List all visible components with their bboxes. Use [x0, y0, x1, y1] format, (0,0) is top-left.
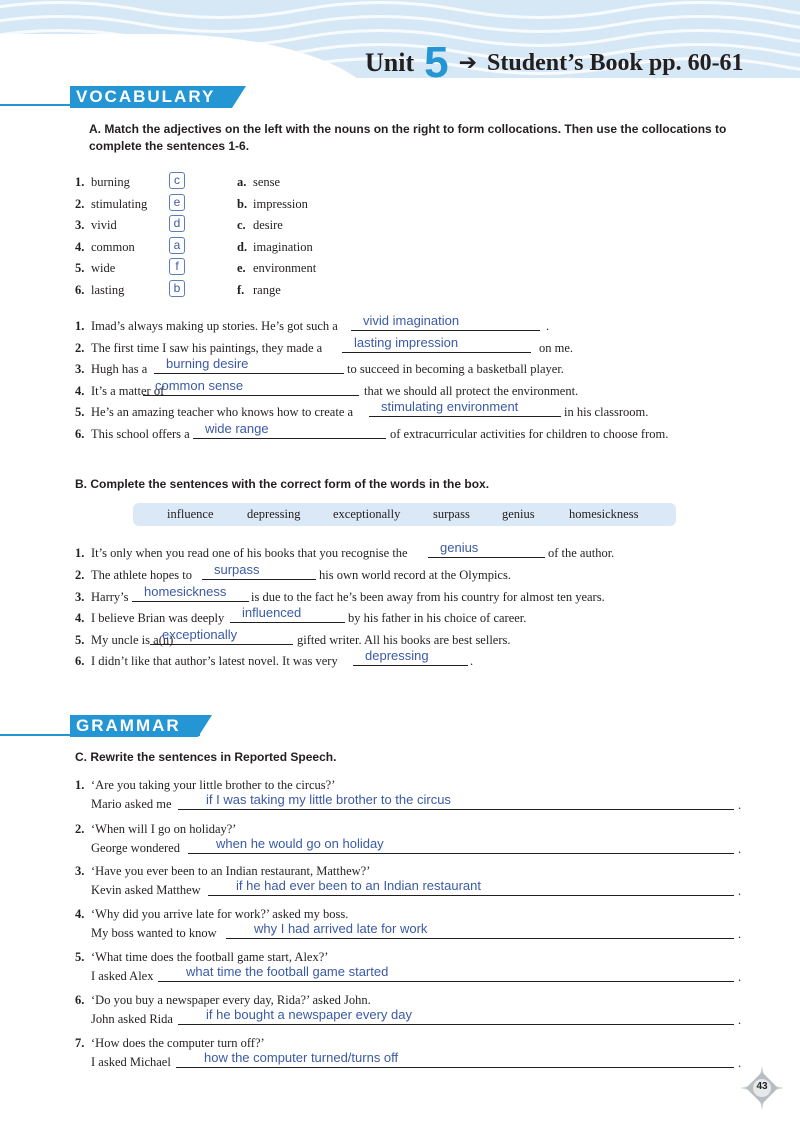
answer-b-line: [202, 579, 316, 580]
match-answer-box: c: [169, 172, 185, 189]
grammar-banner-tail: [198, 715, 212, 737]
noun-letter: e.: [237, 261, 246, 275]
sentence-text: It’s a matter of: [91, 384, 165, 398]
grammar-quote: ‘How does the computer turn off?’: [91, 1036, 265, 1050]
match-answer-box: b: [169, 280, 185, 297]
sentence-text: The first time I saw his paintings, they made a: [91, 341, 323, 355]
answer-b-line: [353, 665, 468, 666]
vocabulary-banner-tail: [232, 86, 246, 108]
sentence-text: He’s an amazing teacher who knows how to create a: [91, 405, 354, 419]
grammar-answer-line: [208, 895, 734, 896]
grammar-lead: I asked Alex: [91, 969, 154, 983]
grammar-lead: Kevin asked Matthew: [91, 883, 201, 897]
match-answer-box: e: [169, 194, 185, 211]
noun-letter: b.: [237, 197, 248, 211]
sentence-text-after: that we should all protect the environment.: [364, 384, 579, 398]
grammar-answer: if he had ever been to an Indian restaurant: [236, 878, 482, 893]
grammar-lead: Mario asked me: [91, 797, 172, 811]
noun-letter: a.: [237, 175, 247, 189]
adjective-word: stimulating: [91, 197, 148, 211]
sentence-b-answer: genius: [440, 540, 479, 555]
grammar-quote: ‘Have you ever been to an Indian restaurant, Matthew?’: [91, 864, 371, 878]
page-number: 43: [756, 1081, 768, 1092]
grammar-quote: ‘When will I go on holiday?’: [91, 822, 237, 836]
sentence-b-text-after: by his father in his choice of career.: [348, 611, 527, 625]
grammar-item-number: 4.: [75, 907, 85, 921]
grammar-answer-line: [158, 981, 734, 982]
grammar-quote: ‘What time does the football game start, Alex?’: [91, 950, 329, 964]
grammar-answer: why I had arrived late for work: [254, 921, 428, 936]
adjective-word: lasting: [91, 283, 125, 297]
sentence-b-number: 4.: [75, 611, 85, 625]
grammar-quote: ‘Are you taking your little brother to the circus?’: [91, 778, 336, 792]
grammar-end: .: [738, 842, 742, 856]
adjective-word: burning: [91, 175, 130, 189]
sentence-b-number: 6.: [75, 654, 85, 668]
sentence-b-text-after: .: [470, 654, 474, 668]
noun-word: imagination: [253, 240, 313, 254]
sentence-b-answer: depressing: [365, 648, 429, 663]
sentence-b-number: 1.: [75, 546, 85, 560]
sentence-text-after: .: [546, 319, 550, 333]
instruction-c: C. Rewrite the sentences in Reported Speech.: [75, 750, 337, 764]
sentence-b-text: My uncle is a(n): [91, 633, 174, 647]
adjective-word: common: [91, 240, 135, 254]
word-box-item: influence: [167, 507, 214, 521]
sentence-number: 3.: [75, 362, 85, 376]
noun-letter: d.: [237, 240, 248, 254]
answer-line: [351, 330, 540, 331]
word-box-item: exceptionally: [333, 507, 401, 521]
word-box-item: homesickness: [569, 507, 639, 521]
sentence-text-after: of extracurricular activities for children to choose from.: [390, 427, 669, 441]
noun-letter: f.: [237, 283, 245, 297]
unit-number: 5: [424, 38, 449, 87]
grammar-item-number: 1.: [75, 778, 85, 792]
grammar-answer: how the computer turned/turns off: [204, 1050, 399, 1065]
unit-word: Unit: [365, 48, 415, 77]
grammar-answer: what time the football game started: [186, 964, 389, 979]
sentence-answer: stimulating environment: [381, 399, 519, 414]
sentence-text: This school offers a: [91, 427, 190, 441]
grammar-quote: ‘Why did you arrive late for work?’ asked my boss.: [91, 907, 349, 921]
answer-line: [342, 352, 531, 353]
word-box-item: depressing: [247, 507, 301, 521]
sentence-answer: burning desire: [166, 356, 249, 371]
grammar-item-number: 6.: [75, 993, 85, 1007]
match-answer-box: a: [169, 237, 185, 254]
grammar-lead: My boss wanted to know: [91, 926, 217, 940]
adjective-word: wide: [91, 261, 116, 275]
grammar-answer-line: [178, 809, 734, 810]
grammar-answer-line: [226, 938, 734, 939]
grammar-item-number: 5.: [75, 950, 85, 964]
adjective-number: 1.: [75, 175, 85, 189]
answer-line: [143, 395, 359, 396]
sentence-b-answer: influenced: [242, 605, 302, 620]
grammar-end: .: [738, 970, 742, 984]
sentence-text-after: to succeed in becoming a basketball player.: [347, 362, 564, 376]
adjective-number: 2.: [75, 197, 85, 211]
answer-line: [193, 438, 386, 439]
sentence-b-number: 5.: [75, 633, 85, 647]
answer-b-line: [428, 557, 545, 558]
adjective-number: 3.: [75, 218, 85, 232]
arrow-icon: ➔: [458, 50, 478, 76]
noun-letter: c.: [237, 218, 246, 232]
sentence-number: 1.: [75, 319, 85, 333]
sentence-answer: lasting impression: [354, 335, 459, 350]
sentence-b-text: The athlete hopes to: [91, 568, 193, 582]
sentence-answer: vivid imagination: [363, 313, 460, 328]
instruction-b: B. Complete the sentences with the correct form of the words in the box.: [75, 477, 490, 491]
grammar-item-number: 2.: [75, 822, 85, 836]
sentence-number: 2.: [75, 341, 85, 355]
sentence-b-answer: surpass: [214, 562, 260, 577]
grammar-end: .: [738, 1056, 742, 1070]
grammar-answer: if I was taking my little brother to the circus: [206, 792, 451, 807]
sentence-b-number: 2.: [75, 568, 85, 582]
sentence-b-text: I believe Brian was deeply: [91, 611, 225, 625]
grammar-heading: GRAMMAR: [76, 716, 181, 735]
sentence-b-text: It’s only when you read one of his books that you recognise the: [91, 546, 408, 560]
word-box-item: genius: [502, 507, 535, 521]
book-reference: Student’s Book pp. 60-61: [487, 49, 744, 76]
grammar-end: .: [738, 798, 742, 812]
answer-line: [154, 373, 344, 374]
grammar-lead: John asked Rida: [91, 1012, 173, 1026]
grammar-lead: I asked Michael: [91, 1055, 171, 1069]
adjective-number: 5.: [75, 261, 85, 275]
sentence-answer: wide range: [205, 421, 269, 436]
noun-word: environment: [253, 261, 317, 275]
instruction-a: A. Match the adjectives on the left with the nouns on the right to form collocations. Then use the collocations to complete the sentences 1-6.: [89, 122, 727, 153]
sentence-number: 4.: [75, 384, 85, 398]
noun-word: sense: [253, 175, 281, 189]
word-box-item: surpass: [433, 507, 470, 521]
grammar-answer: if he bought a newspaper every day: [206, 1007, 412, 1022]
sentence-b-text-after: his own world record at the Olympics.: [319, 568, 511, 582]
adjective-number: 6.: [75, 283, 85, 297]
adjective-word: vivid: [91, 218, 117, 232]
sentence-b-text: I didn’t like that author’s latest novel. It was very: [91, 654, 338, 668]
noun-word: impression: [253, 197, 308, 211]
sentence-b-answer: homesickness: [144, 584, 227, 599]
answer-b-line: [132, 601, 249, 602]
sentence-number: 5.: [75, 405, 85, 419]
adjective-number: 4.: [75, 240, 85, 254]
noun-word: desire: [253, 218, 283, 232]
sentence-b-answer: exceptionally: [162, 627, 238, 642]
sentence-number: 6.: [75, 427, 85, 441]
answer-line: [369, 416, 561, 417]
grammar-answer-line: [176, 1067, 734, 1068]
vocabulary-heading: VOCABULARY: [76, 87, 216, 106]
grammar-item-number: 3.: [75, 864, 85, 878]
grammar-quote: ‘Do you buy a newspaper every day, Rida?’ asked John.: [91, 993, 371, 1007]
sentence-text: Hugh has a: [91, 362, 148, 376]
grammar-lead: George wondered: [91, 841, 180, 855]
vocabulary-banner: [70, 86, 232, 108]
grammar-end: .: [738, 927, 742, 941]
match-answer-box: d: [169, 215, 185, 232]
grammar-answer-line: [188, 853, 734, 854]
sentence-b-text-after: gifted writer. All his books are best sellers.: [297, 633, 511, 647]
sentence-answer: common sense: [155, 378, 244, 393]
sentence-b-number: 3.: [75, 590, 85, 604]
unit-title: [365, 38, 744, 87]
sentence-b-text: Harry’s: [91, 590, 129, 604]
grammar-banner: [70, 715, 198, 737]
sentence-text: Imad’s always making up stories. He’s got such a: [91, 319, 338, 333]
sentence-b-text-after: is due to the fact he’s been away from his country for almost ten years.: [251, 590, 605, 604]
answer-b-line: [150, 644, 293, 645]
grammar-end: .: [738, 884, 742, 898]
match-answer-box: f: [169, 258, 185, 275]
noun-word: range: [253, 283, 281, 297]
sentence-text-after: on me.: [539, 341, 574, 355]
sentence-b-text-after: of the author.: [548, 546, 615, 560]
grammar-answer: when he would go on holiday: [216, 836, 384, 851]
answer-b-line: [230, 622, 345, 623]
grammar-answer-line: [178, 1024, 734, 1025]
sentence-text-after: in his classroom.: [564, 405, 649, 419]
grammar-item-number: 7.: [75, 1036, 85, 1050]
grammar-end: .: [738, 1013, 742, 1027]
